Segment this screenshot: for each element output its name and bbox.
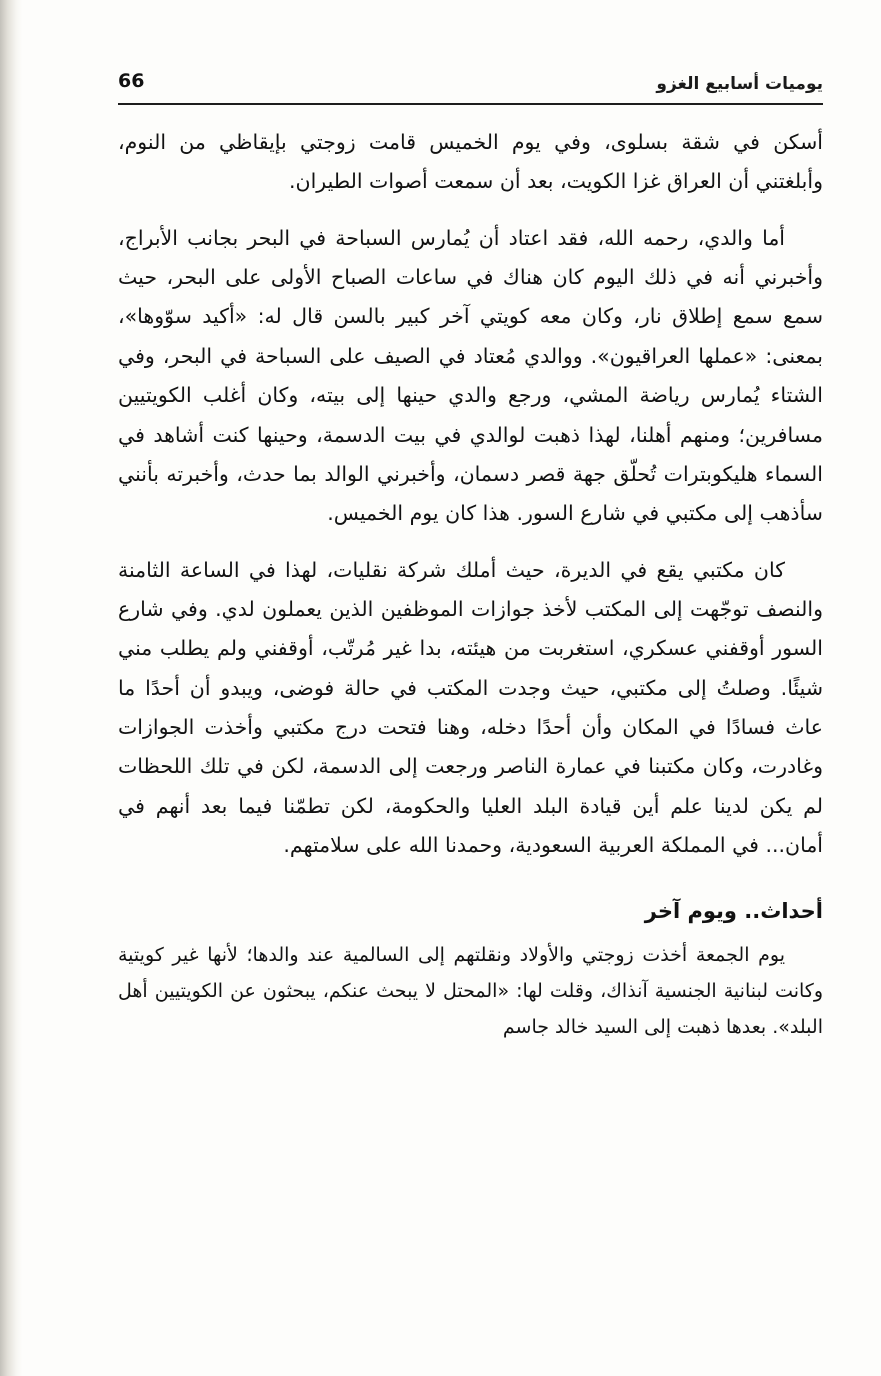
scan-edge-shadow: [0, 0, 22, 1376]
paragraph-3: كان مكتبي يقع في الديرة، حيث أملك شركة نقليات، لهذا في الساعة الثامنة والنصف توجّهت إلى المكتب لأخذ جوازات الموظفين الذين يعملون لدي. وفي شارع السور أوقفني عسكري، استغربت من هيئته، بدا غير مُرتّب، أوقفني ولم يطلب مني شيئًا. وصلتُ إلى مكتبي، حيث وجدت المكتب في حالة فوضى، ويبدو أن أحدًا ما عاث فسادًا في المكان وأن أحدًا دخله، وهنا فتحت درج مكتبي وأخذت الجوازات وغادرت، وكان مكتبنا في عمارة الناصر ورجعت إلى الدسمة، لكن في تلك اللحظات لم يكن لدينا علم أين قيادة البلد العليا والحكومة، لكن تطمّنا فيما بعد أنهم في أمان... في المملكة العربية السعودية، وحمدنا الله على سلامتهم.: [118, 557, 823, 858]
header-rule: [118, 103, 823, 105]
running-header: [118, 70, 823, 94]
body-text: [118, 123, 823, 1045]
section-heading: أحداث.. ويوم آخر: [644, 899, 823, 924]
paragraph-1: أسكن في شقة بسلوى، وفي يوم الخميس قامت زوجتي بإيقاظي من النوم، وأبلغتني أن العراق غزا الكويت، بعد أن سمعت أصوات الطيران.: [118, 130, 823, 194]
paragraph-2: أما والدي، رحمه الله، فقد اعتاد أن يُمارس السباحة في البحر بجانب الأبراج، وأخبرني أنه في ذلك اليوم كان هناك في ساعات الصباح الأولى على البحر، حيث سمع سمع إطلاق نار، وكان معه كويتي آخر كبير بالسن قال له: «أكيد سوّوها»، بمعنى: «عملها العراقيون». ووالدي مُعتاد في الصيف على السباحة في البحر، وفي الشتاء يُمارس رياضة المشي، ورجع والدي حينها إلى بيته، وكان أغلب الكويتيين مسافرين؛ ومنهم أهلنا، لهذا ذهبت لوالدي في بيت الدسمة، وحينها كنت أشاهد في السماء هليكوبترات تُحلّق جهة قصر دسمان، وأخبرني الوالد بما حدث، وأخبرته بأنني سأذهب إلى مكتبي في شارع السور. هذا كان يوم الخميس.: [118, 225, 823, 526]
paragraph-4: يوم الجمعة أخذت زوجتي والأولاد ونقلتهم إلى السالمية عند والدها؛ لأنها غير كويتية وكانت لبنانية الجنسية آنذاك، وقلت لها: «المحتل لا يبحث عنكم، يبحثون عن الكويتيين أهل البلد». بعدها ذهبت إلى السيد خالد جاسم: [118, 944, 823, 1039]
book-title: يوميات أسابيع الغزو: [656, 74, 823, 94]
page-content: [118, 70, 823, 1062]
page-number: 66: [118, 70, 145, 92]
